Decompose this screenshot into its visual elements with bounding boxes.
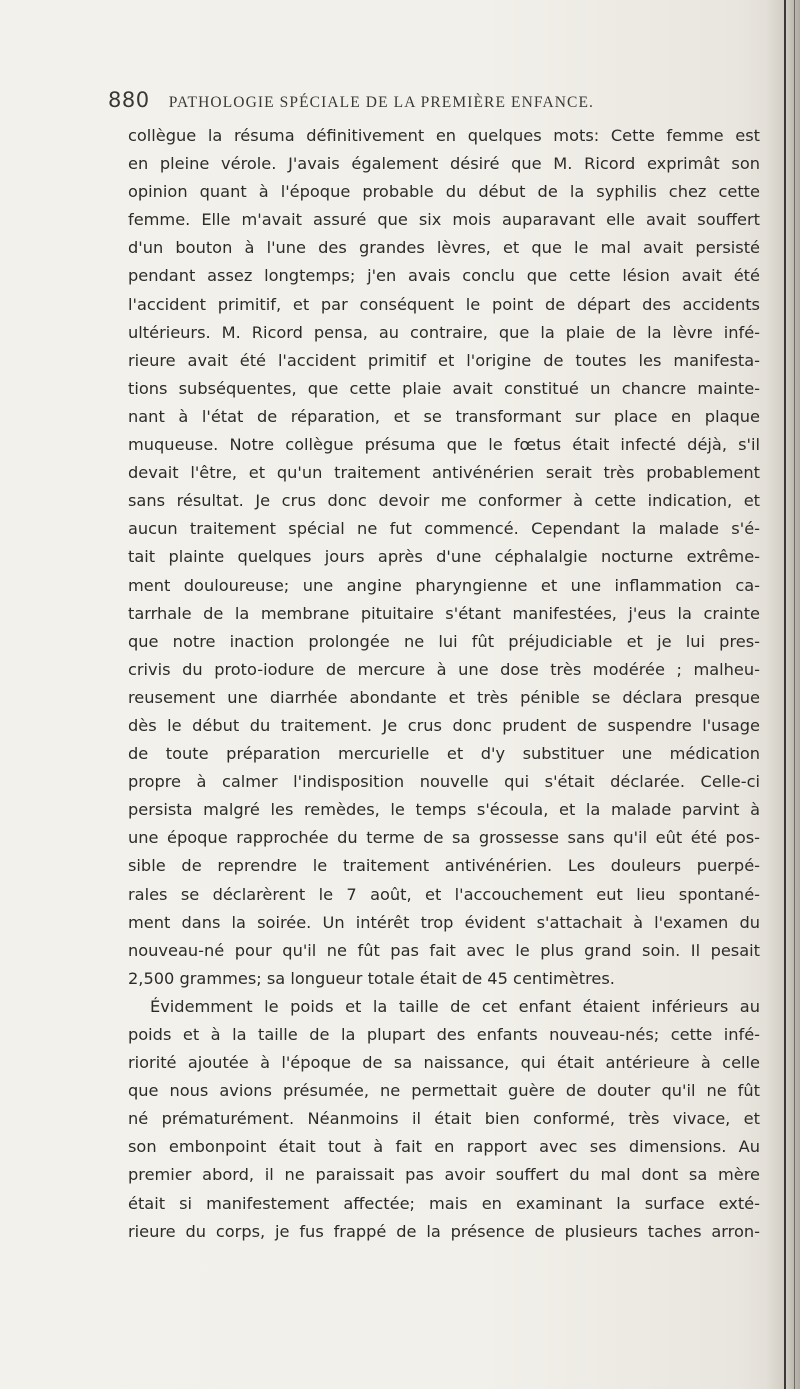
text-line: opinion quant à l'époque probable du début de la syphilis chez cette	[128, 182, 760, 202]
text-line: aucun traitement spécial ne fut commencé. Cependant la malade s'é-	[128, 519, 760, 539]
text-line: de toute préparation mercurielle et d'y substituer une médication	[128, 744, 760, 764]
body-text	[128, 122, 760, 1246]
text-line: ment dans la soirée. Un intérêt trop évident s'attachait à l'examen du	[128, 912, 760, 932]
text-line: l'accident primitif, et par conséquent le point de départ des accidents	[128, 294, 760, 314]
text-line: d'un bouton à l'une des grandes lèvres, et que le mal avait persisté	[128, 238, 760, 258]
text-line: pendant assez longtemps; j'en avais conclu que cette lésion avait été	[128, 266, 760, 286]
text-line: ultérieurs. M. Ricord pensa, au contraire, que la plaie de la lèvre infé-	[128, 322, 760, 342]
text-line: crivis du proto-iodure de mercure à une dose très modérée ; malheu-	[128, 659, 760, 679]
running-title: PATHOLOGIE SPÉCIALE DE LA PREMIÈRE ENFANCE.	[168, 94, 595, 111]
text-line: sible de reprendre le traitement antivénérien. Les douleurs puerpé-	[128, 856, 760, 876]
text-line: poids et à la taille de la plupart des enfants nouveau-nés; cette infé-	[128, 1025, 760, 1044]
page-edge-line	[784, 0, 786, 1389]
text-line: muqueuse. Notre collègue présuma que le fœtus était infecté déjà, s'il	[128, 435, 760, 455]
text-line: 2,500 grammes; sa longueur totale était de 45 centimètres.	[128, 968, 615, 988]
text-line: femme. Elle m'avait assuré que six mois auparavant elle avait souffert	[128, 210, 760, 230]
text-line: rieure avait été l'accident primitif et l'origine de toutes les manifesta-	[128, 350, 760, 370]
text-line: dès le début du traitement. Je crus donc prudent de suspendre l'usage	[128, 715, 760, 735]
text-line: né prématurément. Néanmoins il était bien conformé, très vivace, et	[128, 1109, 760, 1129]
page-number: 880	[108, 88, 150, 112]
text-line: tait plainte quelques jours après d'une céphalalgie nocturne extrême-	[128, 547, 760, 567]
text-line: tarrhale de la membrane pituitaire s'étant manifestées, j'eus la crainte	[128, 603, 760, 623]
text-line: tions subséquentes, que cette plaie avait constitué un chancre mainte-	[128, 378, 760, 398]
text-line: en pleine vérole. J'avais également désiré que M. Ricord exprimât son	[128, 154, 760, 174]
text-line: rales se déclarèrent le 7 août, et l'accouchement eut lieu spontané-	[128, 884, 760, 904]
text-line: propre à calmer l'indisposition nouvelle qui s'était déclarée. Celle-ci	[128, 772, 760, 792]
text-line: nant à l'état de réparation, et se transformant sur place en plaque	[128, 406, 760, 426]
text-line: persista malgré les remèdes, le temps s'écoula, et la malade parvint à	[128, 800, 760, 820]
text-line: ment douloureuse; une angine pharyngienne et une inflammation ca-	[128, 575, 760, 595]
text-line: que nous avions présumée, ne permettait guère de douter qu'il ne fût	[128, 1081, 760, 1101]
page-edge-line-outer	[794, 0, 795, 1389]
text-line: était si manifestement affectée; mais en examinant la surface exté-	[128, 1193, 760, 1213]
text-line: une époque rapprochée du terme de sa grossesse sans qu'il eût été pos-	[128, 828, 760, 848]
text-line: collègue la résuma définitivement en quelques mots: Cette femme est	[128, 126, 760, 145]
text-line: sans résultat. Je crus donc devoir me conformer à cette indication, et	[128, 491, 760, 511]
text-line: riorité ajoutée à l'époque de sa naissance, qui était antérieure à celle	[128, 1053, 760, 1073]
text-line: devait l'être, et qu'un traitement antivénérien serait très probablement	[128, 463, 760, 483]
text-line: nouveau-né pour qu'il ne fût pas fait avec le plus grand soin. Il pesait	[128, 940, 760, 960]
text-line: rieure du corps, je fus frappé de la présence de plusieurs taches arron-	[128, 1221, 760, 1241]
text-line: que notre inaction prolongée ne lui fût préjudiciable et je lui pres-	[128, 631, 760, 651]
text-line: reusement une diarrhée abondante et très pénible se déclara presque	[128, 687, 760, 707]
running-header	[108, 88, 780, 118]
text-line: premier abord, il ne paraissait pas avoir souffert du mal dont sa mère	[128, 1165, 760, 1185]
text-line: Évidemment le poids et la taille de cet enfant étaient inférieurs au	[150, 996, 760, 1016]
text-line: son embonpoint était tout à fait en rapport avec ses dimensions. Au	[128, 1137, 760, 1157]
